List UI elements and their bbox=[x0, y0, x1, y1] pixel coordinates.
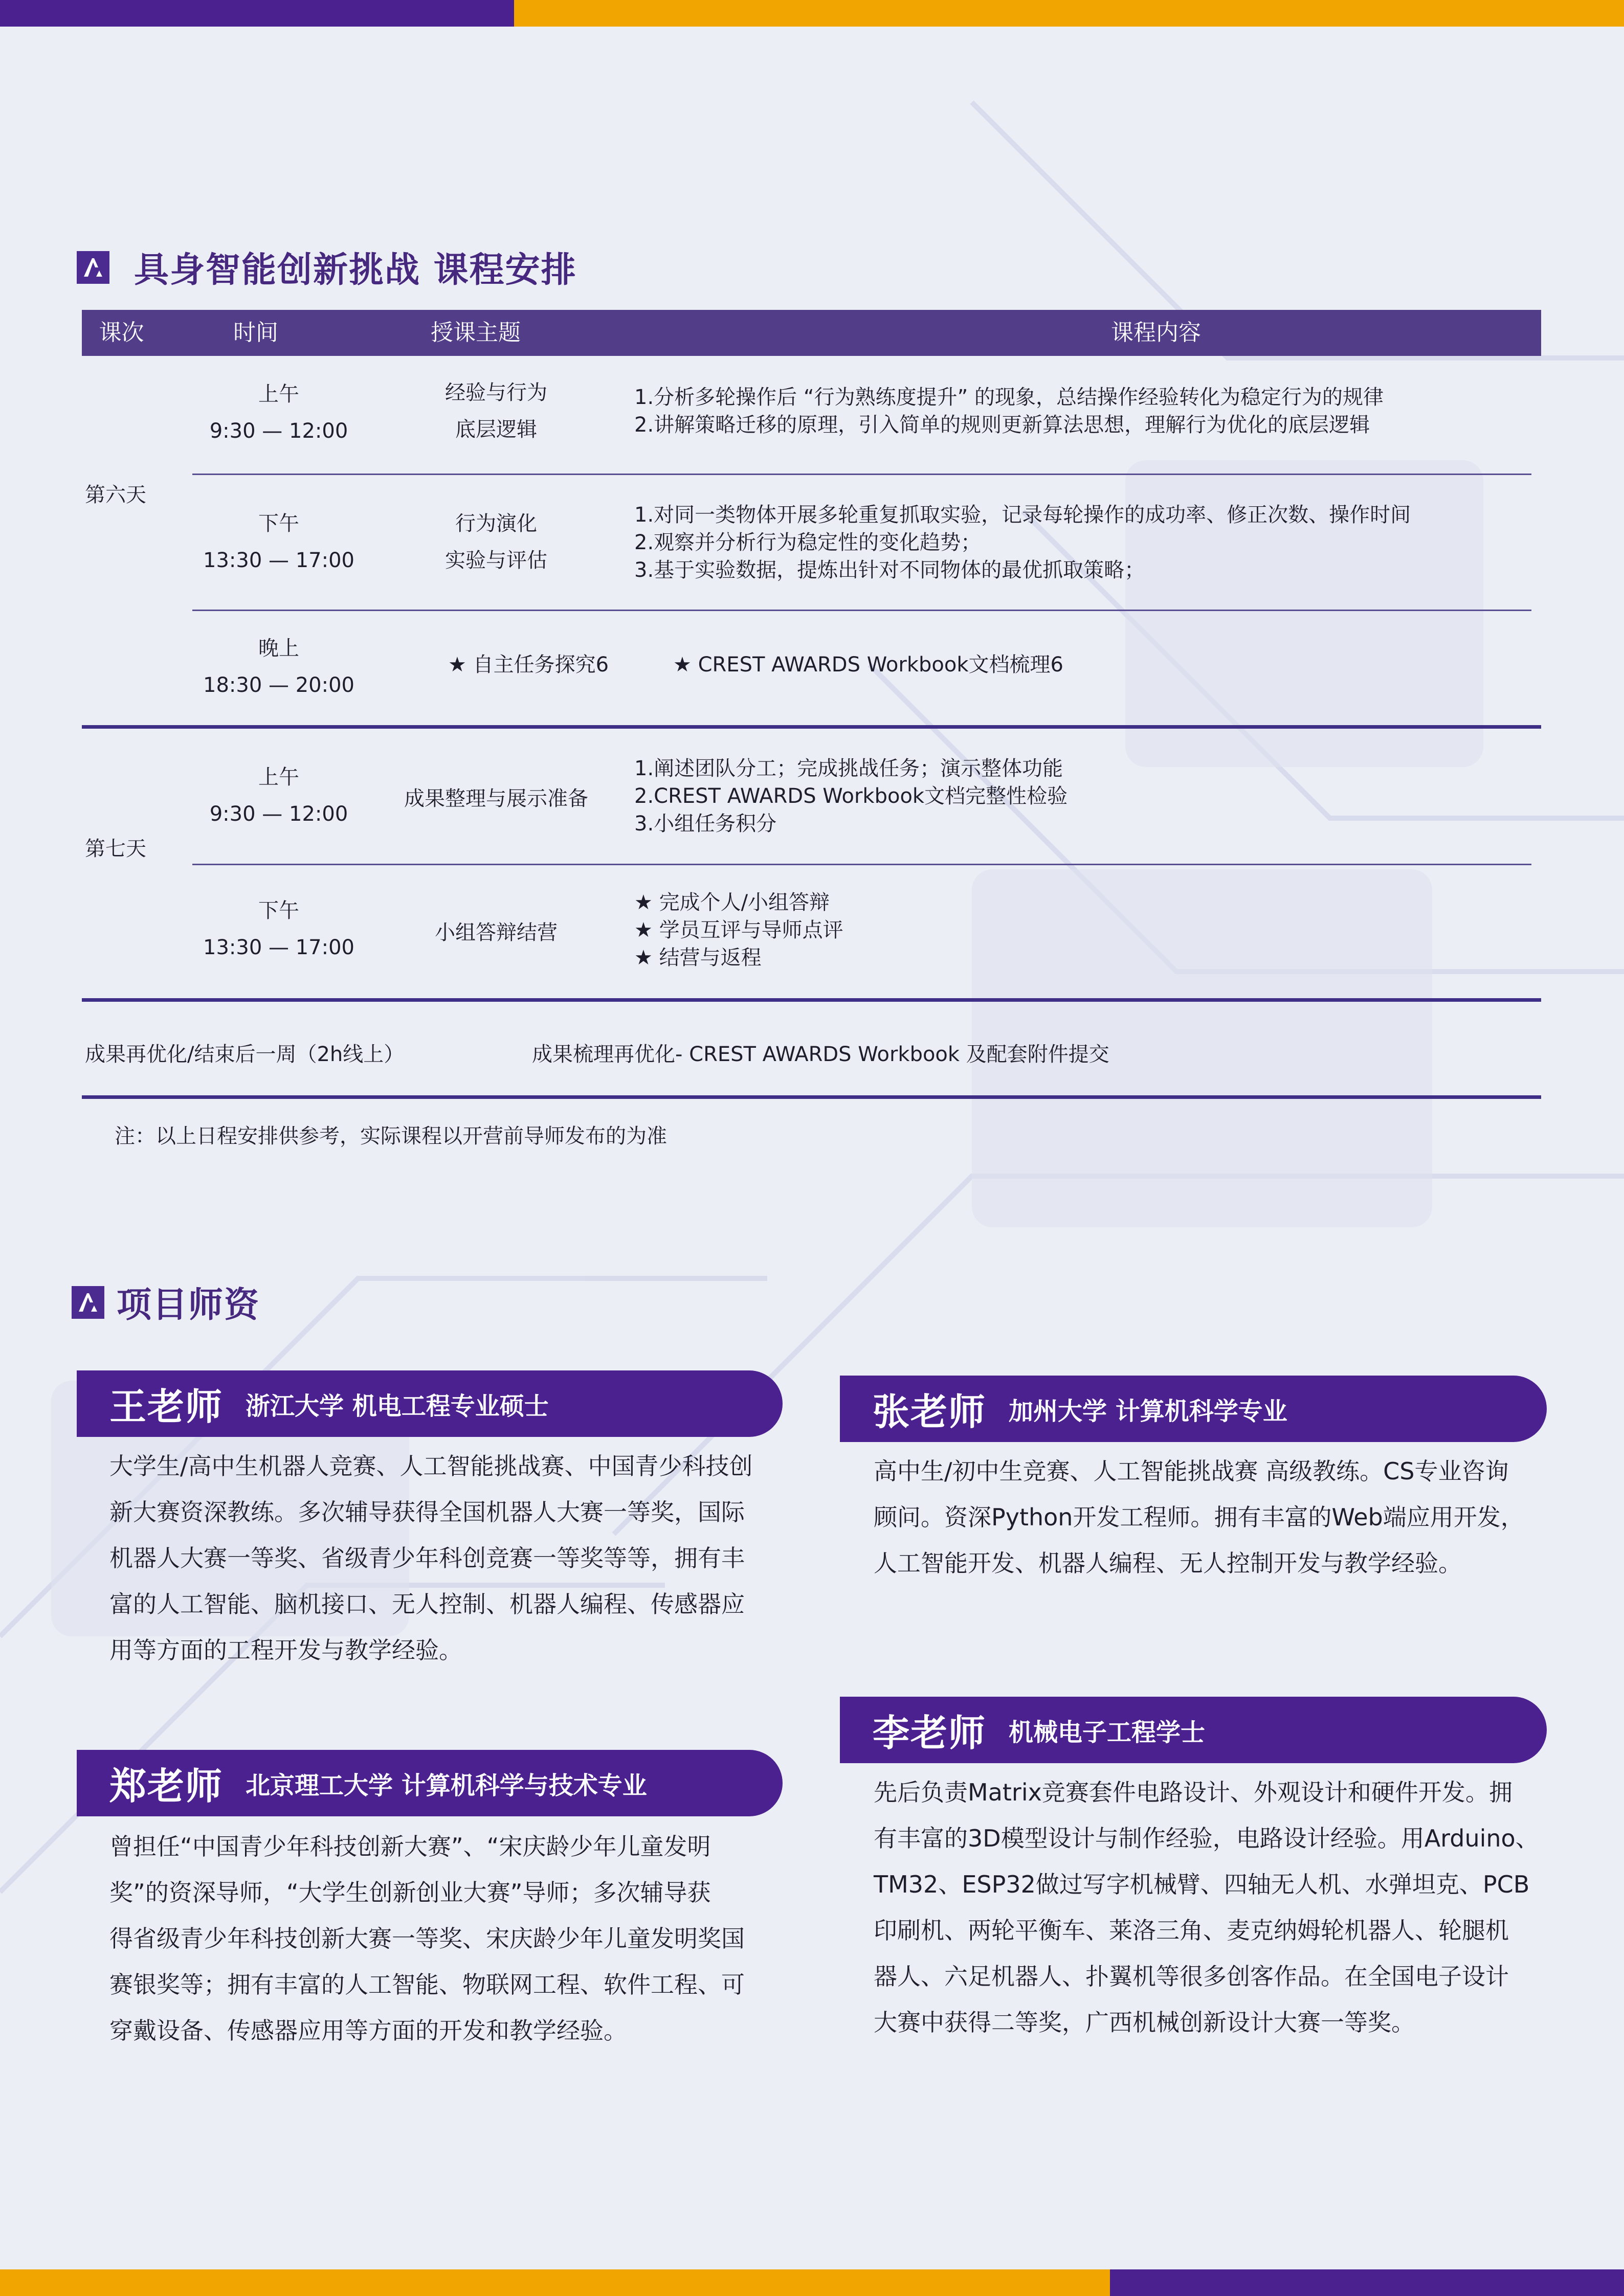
top-bar-purple bbox=[0, 0, 514, 27]
teacher-name: 张老师 bbox=[873, 1390, 987, 1433]
day6-am-topic: 经验与行为 底层逻辑 bbox=[445, 381, 547, 441]
day7-am-time: 上午 9:30 — 12:00 bbox=[209, 766, 348, 826]
brand-logo-icon bbox=[72, 1286, 104, 1319]
teacher-credentials: 浙江大学 机电工程专业硕士 bbox=[246, 1391, 549, 1421]
day-divider bbox=[82, 725, 1541, 729]
day-divider bbox=[82, 998, 1541, 1002]
day7-label: 第七天 bbox=[85, 837, 146, 861]
teacher-credentials: 北京理工大学 计算机科学与技术专业 bbox=[246, 1771, 647, 1800]
bottom-bar-orange bbox=[0, 2269, 1110, 2296]
schedule-table-header bbox=[82, 310, 1541, 356]
teacher-credentials: 机械电子工程学士 bbox=[1009, 1718, 1206, 1747]
teacher-name: 郑老师 bbox=[109, 1765, 224, 1808]
bottom-bar-purple bbox=[1110, 2269, 1624, 2296]
day7-am-content: 1.阐述团队分工；完成挑战任务；演示整体功能 2.CREST AWARDS Workbook文档完整性检验 3.小组任务积分 bbox=[634, 757, 1068, 836]
teacher-header-wang bbox=[77, 1370, 783, 1437]
day6-pm-time: 下午 13:30 — 17:00 bbox=[203, 512, 354, 572]
day6-label: 第六天 bbox=[85, 483, 146, 507]
header-topic: 授课主题 bbox=[431, 320, 521, 346]
post-label: 成果再优化/结束后一周（2h线上） bbox=[85, 1043, 405, 1066]
table-bottom-rule bbox=[82, 1095, 1541, 1099]
faculty-section-title bbox=[72, 1277, 260, 1327]
faculty-title: 项目师资 bbox=[117, 1285, 260, 1325]
teacher-name: 王老师 bbox=[109, 1385, 224, 1428]
teacher-bio-li: 先后负责Matrix竞赛套件电路设计、外观设计和硬件开发。拥 有丰富的3D模型设计与制作经验，电路设计经验。用Arduino、 TM32、ESP32做过写字机械臂、四轴无人机、水弹坦克、PCB 印刷机、两轮平衡车、莱洛三角、麦克纳姆轮机器人、轮腿机 器人、六足机器人、扑翼机等很多创客作品。在全国电子设计 大赛中获得二等奖，广西机械创新设计大赛一等奖。 bbox=[874, 1779, 1539, 2036]
day7-pm-topic: 小组答辩结营 bbox=[435, 921, 558, 944]
header-time: 时间 bbox=[233, 320, 278, 346]
day6-pm-content: 1.对同一类物体开展多轮重复抓取实验，记录每轮操作的成功率、修正次数、操作时间 2.观察并分析行为稳定性的变化趋势； 3.基于实验数据，提炼出针对不同物体的最优抓取策略； bbox=[634, 503, 1411, 582]
divider bbox=[192, 474, 1531, 475]
teacher-header-li bbox=[840, 1697, 1547, 1763]
schedule-section-title bbox=[77, 242, 577, 292]
day6-am-hours: 9:30 — 12:00 bbox=[209, 419, 348, 443]
day6-eve-time: 晚上 18:30 — 20:00 bbox=[203, 637, 354, 697]
brand-logo-icon bbox=[77, 251, 109, 284]
teacher-name: 李老师 bbox=[873, 1712, 987, 1754]
teacher-header-zheng bbox=[77, 1750, 783, 1816]
header-content: 课程内容 bbox=[1111, 320, 1201, 346]
header-session: 课次 bbox=[99, 320, 144, 346]
day6-eve-task: ★ 自主任务探究6 bbox=[448, 653, 609, 677]
day6-pm-topic: 行为演化 实验与评估 bbox=[445, 512, 547, 572]
day6-eve-content: ★ CREST AWARDS Workbook文档梳理6 bbox=[673, 653, 1063, 677]
teacher-credentials: 加州大学 计算机科学专业 bbox=[1009, 1397, 1287, 1426]
day7-am-topic: 成果整理与展示准备 bbox=[404, 787, 588, 811]
day6-am-time bbox=[194, 376, 363, 449]
schedule-title: 具身智能创新挑战 课程安排 bbox=[134, 250, 577, 290]
divider bbox=[192, 864, 1531, 865]
schedule-note: 注：以上日程安排供参考，实际课程以开营前导师发布的为准 bbox=[115, 1124, 667, 1148]
day6-am-content: 1.分析多轮操作后 “行为熟练度提升” 的现象，总结操作经验转化为稳定行为的规律 2.讲解策略迁移的原理，引入简单的规则更新算法思想，理解行为优化的底层逻辑 bbox=[634, 386, 1384, 437]
day7-pm-content: ★ 完成个人/小组答辩 ★ 学员互评与导师点评 ★ 结营与返程 bbox=[634, 891, 843, 970]
teacher-bio-zhang: 高中生/初中生竞赛、人工智能挑战赛 高级教练。CS专业咨询 顾问。资深Python开发工程师。拥有丰富的Web端应用开发， 人工智能开发、机器人编程、无人控制开发与教学经验。 bbox=[874, 1457, 1524, 1577]
top-bar-orange bbox=[514, 0, 1624, 27]
teacher-bio-zheng: 曾担任“中国青少年科技创新大赛”、“宋庆龄少年儿童发明 奖”的资深导师，“大学生创新创业大赛”导师；多次辅导获 得省级青少年科技创新大赛一等奖、宋庆龄少年儿童发明奖国 赛银奖等；拥有丰富的人工智能、物联网工程、软件工程、可 穿戴设备、传感器应用等方面的开发和教学经验。 bbox=[109, 1833, 745, 2044]
post-content: 成果梳理再优化- CREST AWARDS Workbook 及配套附件提交 bbox=[532, 1043, 1109, 1066]
teacher-bio-wang: 大学生/高中生机器人竞赛、人工智能挑战赛、中国青少科技创 新大赛资深教练。多次辅导获得全国机器人大赛一等奖，国际 机器人大赛一等奖、省级青少年科创竞赛一等奖等等，拥有丰 富的人工智能、脑机接口、无人控制、机器人编程、传感器应 用等方面的工程开发与教学经验。 bbox=[109, 1452, 753, 1664]
divider bbox=[192, 610, 1531, 611]
day6-am-period: 上午 bbox=[258, 382, 299, 406]
teacher-header-zhang bbox=[840, 1376, 1547, 1442]
day7-pm-time: 下午 13:30 — 17:00 bbox=[203, 899, 354, 959]
